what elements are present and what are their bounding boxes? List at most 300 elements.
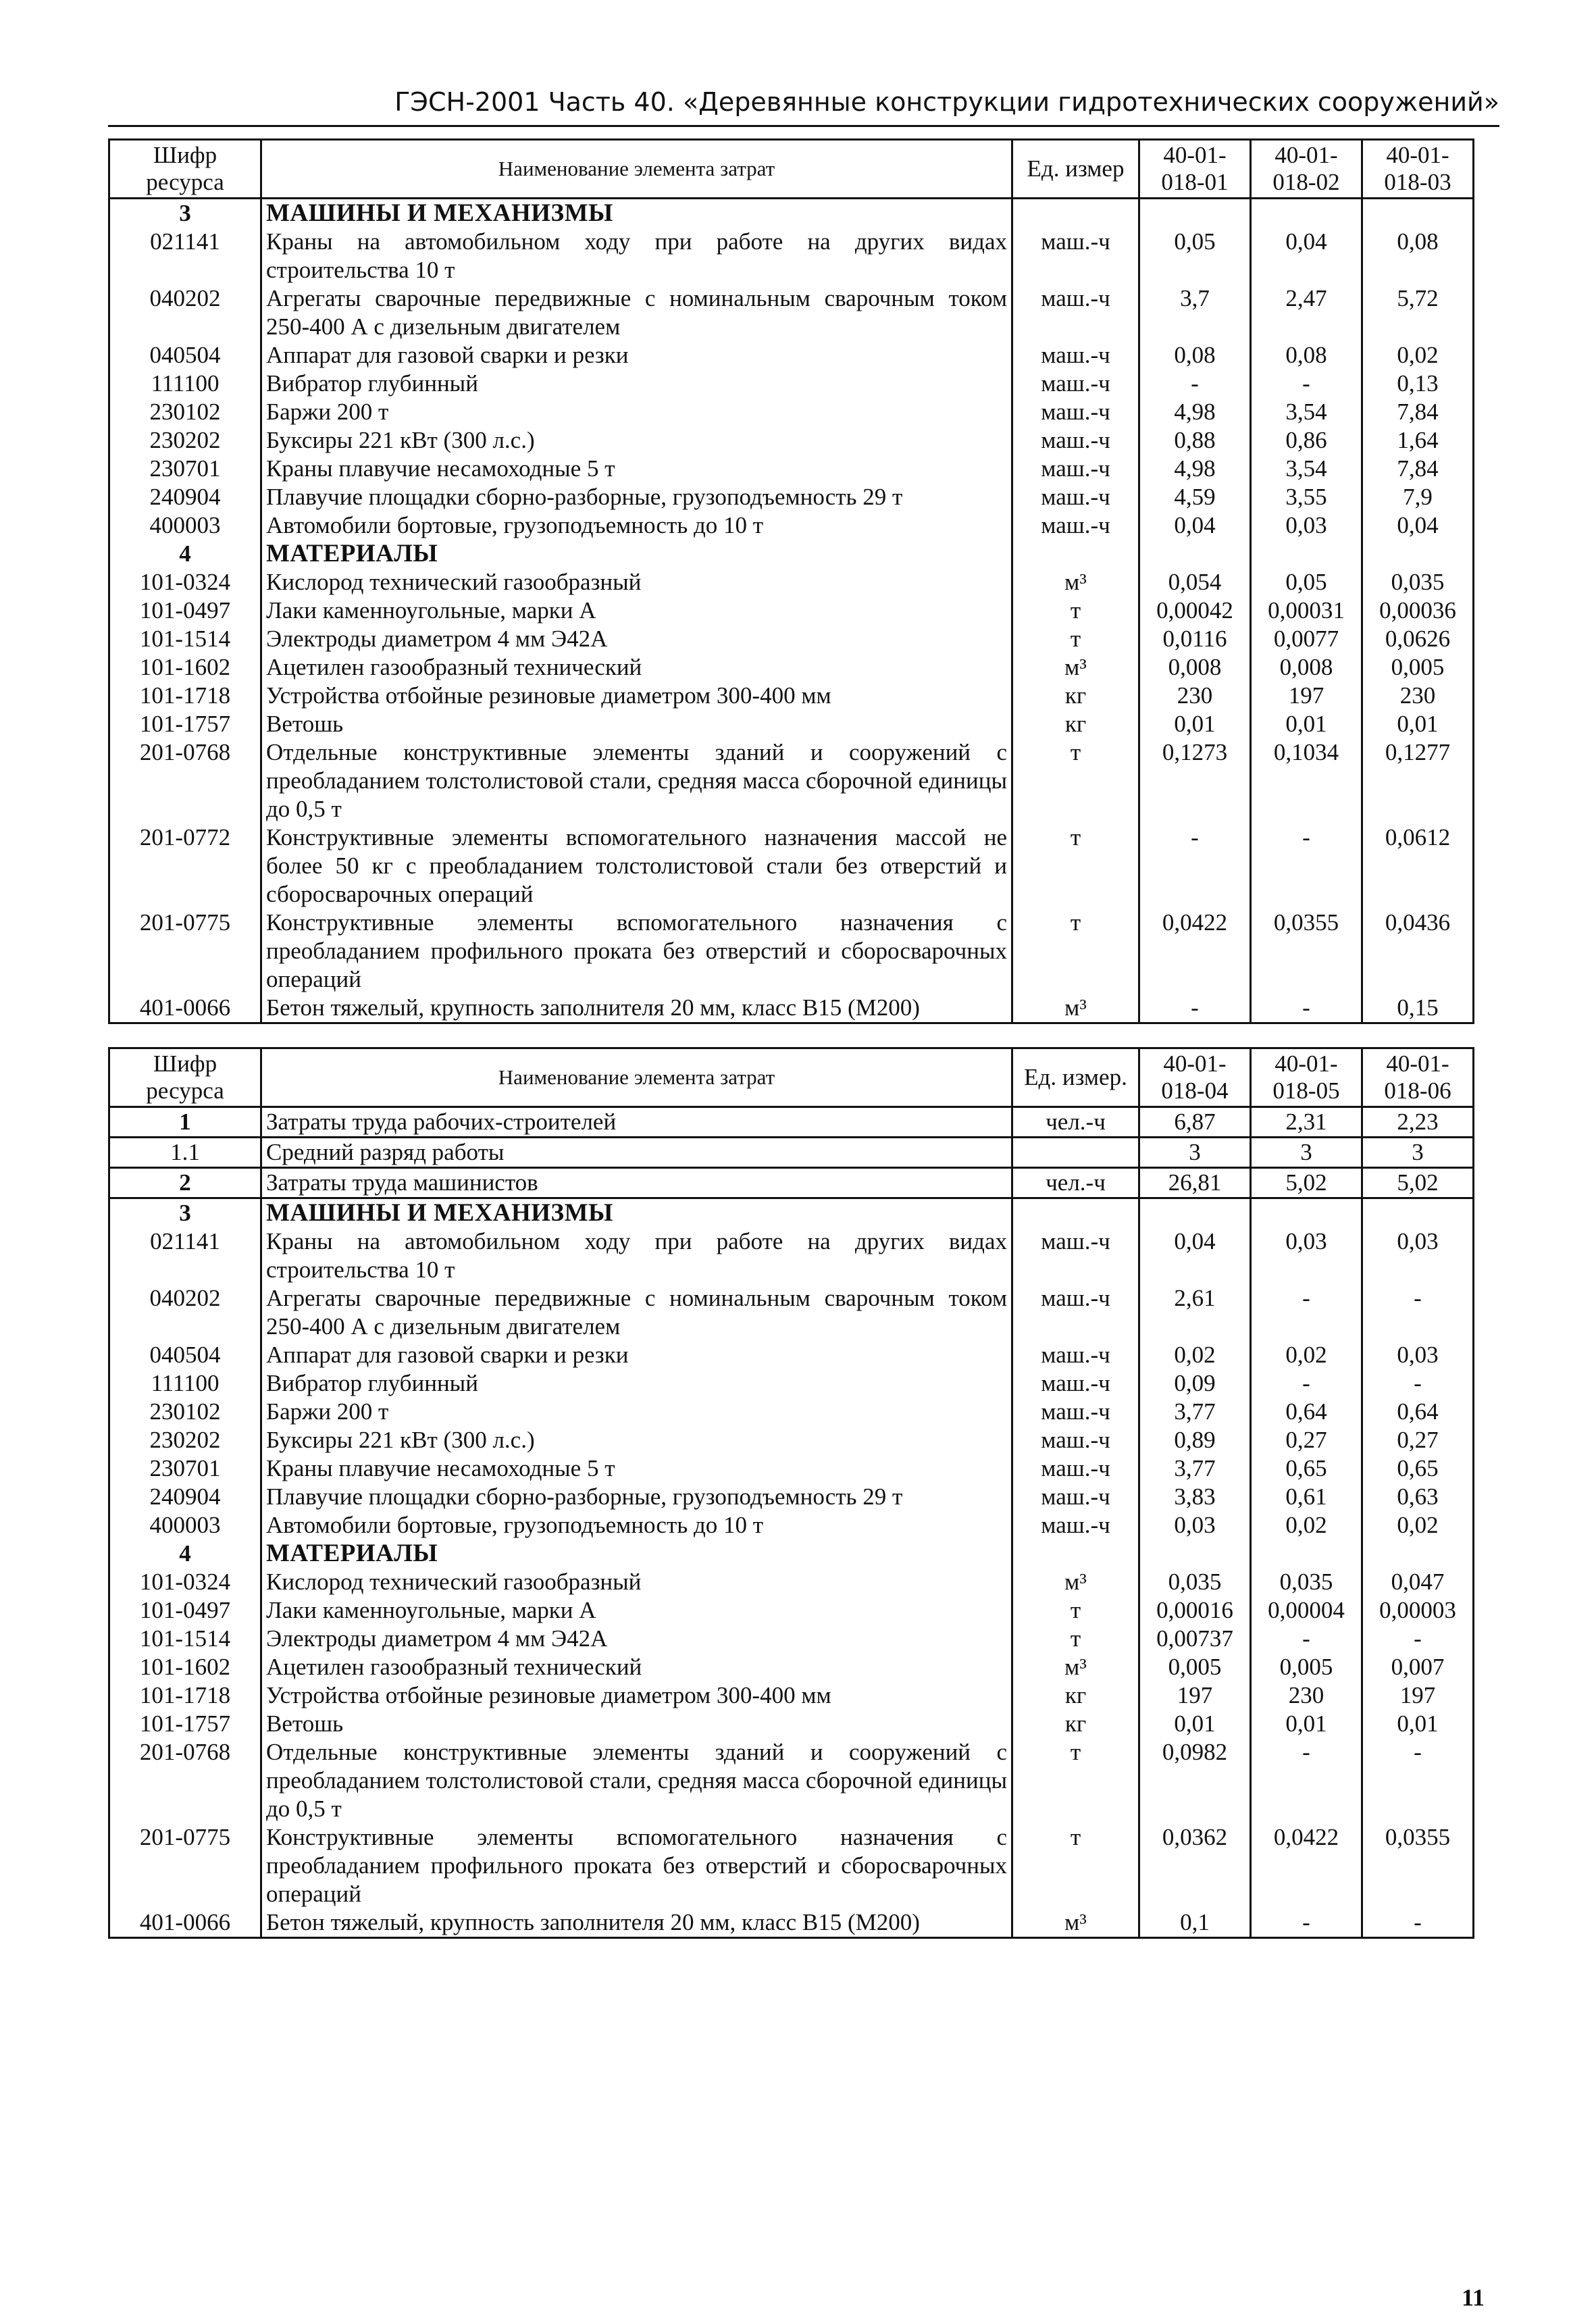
col-header-code: Шифр ресурса — [109, 140, 261, 199]
table-row — [109, 909, 1474, 994]
norm-value-cell: 3 — [1139, 1138, 1251, 1168]
unit-cell: маш.-ч — [1012, 1454, 1139, 1483]
norm-value-cell: - — [1362, 1625, 1474, 1653]
resource-name-cell: Автомобили бортовые, грузоподъемность до 10 т — [261, 1511, 1012, 1540]
resource-name-cell: МАТЕРИАЛЫ — [261, 1540, 1012, 1568]
norm-value-cell — [1251, 540, 1362, 568]
resource-code-cell: 201-0772 — [109, 823, 261, 909]
norm-value-cell: - — [1251, 1738, 1362, 1823]
unit-cell — [1012, 199, 1139, 228]
table-row — [109, 1483, 1474, 1511]
norm-value-cell: 6,87 — [1139, 1107, 1251, 1138]
section-row — [109, 1540, 1474, 1568]
norm-value-cell: 0,01 — [1139, 1710, 1251, 1738]
resource-name-cell: Электроды диаметром 4 мм Э42А — [261, 1625, 1012, 1653]
resource-code-cell: 2 — [109, 1168, 261, 1198]
norm-value-cell: 0,0626 — [1362, 625, 1474, 653]
resource-name-cell: Плавучие площадки сборно-разборные, грузоподъемность 29 т — [261, 1483, 1012, 1511]
norm-value-cell: 0,0362 — [1139, 1823, 1251, 1908]
norm-value-cell: - — [1251, 994, 1362, 1023]
header-rule — [108, 125, 1499, 127]
resource-code-cell: 101-1514 — [109, 625, 261, 653]
norm-value-cell: 0,008 — [1251, 653, 1362, 682]
norm-value-cell: 0,1273 — [1139, 738, 1251, 823]
resource-code-cell: 4 — [109, 1540, 261, 1568]
norm-value-cell: 0,007 — [1362, 1653, 1474, 1681]
norm-value-cell: 0,1 — [1139, 1908, 1251, 1938]
resource-code-cell: 400003 — [109, 511, 261, 540]
norm-value-cell: 3,83 — [1139, 1483, 1251, 1511]
resource-name-cell: Ветошь — [261, 710, 1012, 738]
resource-code-cell: 1 — [109, 1107, 261, 1138]
table-row — [109, 398, 1474, 426]
resource-name-cell: Электроды диаметром 4 мм Э42А — [261, 625, 1012, 653]
norm-value-cell: 0,04 — [1139, 511, 1251, 540]
norm-value-cell: 7,9 — [1362, 483, 1474, 511]
norm-value-cell: - — [1362, 1908, 1474, 1938]
norm-value-cell — [1139, 1198, 1251, 1228]
norm-value-cell: 0,00042 — [1139, 596, 1251, 625]
unit-cell — [1012, 1540, 1139, 1568]
table-row — [109, 1426, 1474, 1454]
norm-value-cell: 0,15 — [1362, 994, 1474, 1023]
table-row — [109, 1138, 1474, 1168]
unit-cell: кг — [1012, 710, 1139, 738]
resource-name-cell: Бетон тяжелый, крупность заполнителя 20 мм, класс В15 (М200) — [261, 1908, 1012, 1938]
norm-value-cell — [1251, 1198, 1362, 1228]
table-row — [109, 682, 1474, 710]
resource-code-cell: 4 — [109, 540, 261, 568]
table-row — [109, 1341, 1474, 1369]
unit-cell — [1012, 540, 1139, 568]
table-row — [109, 1908, 1474, 1938]
norm-value-cell: 0,02 — [1362, 341, 1474, 370]
resource-code-cell: 401-0066 — [109, 994, 261, 1023]
norm-value-cell: 230 — [1362, 682, 1474, 710]
resource-code-cell: 101-1757 — [109, 710, 261, 738]
resource-code-cell: 230202 — [109, 1426, 261, 1454]
unit-cell: т — [1012, 1738, 1139, 1823]
norm-value-cell: 0,65 — [1251, 1454, 1362, 1483]
norm-value-cell: 0,05 — [1139, 228, 1251, 284]
resource-code-cell: 1.1 — [109, 1138, 261, 1168]
unit-cell: т — [1012, 625, 1139, 653]
table-row — [109, 370, 1474, 398]
unit-cell: маш.-ч — [1012, 1227, 1139, 1284]
resource-name-cell: Ацетилен газообразный технический — [261, 653, 1012, 682]
norm-value-cell: 0,13 — [1362, 370, 1474, 398]
norm-value-cell: 0,03 — [1251, 511, 1362, 540]
norm-value-cell: 0,0355 — [1251, 909, 1362, 994]
resource-code-cell: 230202 — [109, 426, 261, 455]
norm-value-cell: 2,31 — [1251, 1107, 1362, 1138]
resource-code-cell: 040202 — [109, 284, 261, 341]
norm-value-cell: 3,77 — [1139, 1398, 1251, 1426]
resource-name-cell: Вибратор глубинный — [261, 1369, 1012, 1398]
table-row — [109, 1398, 1474, 1426]
norm-value-cell: 0,00036 — [1362, 596, 1474, 625]
norm-value-cell — [1139, 1540, 1251, 1568]
table-row — [109, 1369, 1474, 1398]
norm-value-cell: 0,01 — [1251, 1710, 1362, 1738]
norm-value-cell — [1362, 199, 1474, 228]
unit-cell: маш.-ч — [1012, 1398, 1139, 1426]
unit-cell: маш.-ч — [1012, 398, 1139, 426]
norm-value-cell: 0,1034 — [1251, 738, 1362, 823]
table-row — [109, 1596, 1474, 1625]
table-row — [109, 738, 1474, 823]
resource-name-cell: Агрегаты сварочные передвижные с номинальным сварочным током 250-400 А с дизельным двигателем — [261, 284, 1012, 341]
norm-value-cell: 26,81 — [1139, 1168, 1251, 1198]
resource-name-cell: Краны на автомобильном ходу при работе на других видах строительства 10 т — [261, 228, 1012, 284]
table-row — [109, 823, 1474, 909]
norm-value-cell: 0,03 — [1139, 1511, 1251, 1540]
norm-value-cell: 0,00031 — [1251, 596, 1362, 625]
norm-value-cell: 0,27 — [1251, 1426, 1362, 1454]
resource-name-cell: Краны на автомобильном ходу при работе на других видах строительства 10 т — [261, 1227, 1012, 1284]
resource-name-cell: Агрегаты сварочные передвижные с номинальным сварочным током 250-400 А с дизельным двигателем — [261, 1284, 1012, 1341]
norm-value-cell: - — [1139, 994, 1251, 1023]
norm-value-cell: 0,0422 — [1251, 1823, 1362, 1908]
norm-value-cell: - — [1251, 1369, 1362, 1398]
resource-code-cell: 201-0768 — [109, 1738, 261, 1823]
norm-value-cell: 0,27 — [1362, 1426, 1474, 1454]
col-header-code: Шифр ресурса — [109, 1048, 261, 1107]
unit-cell: кг — [1012, 1710, 1139, 1738]
norm-value-cell: 0,00003 — [1362, 1596, 1474, 1625]
norm-value-cell: 4,98 — [1139, 455, 1251, 483]
resource-code-cell: 040202 — [109, 1284, 261, 1341]
resource-code-cell: 021141 — [109, 1227, 261, 1284]
resource-code-cell: 101-1602 — [109, 653, 261, 682]
resource-code-cell: 400003 — [109, 1511, 261, 1540]
resource-code-cell: 101-0497 — [109, 596, 261, 625]
table-row — [109, 455, 1474, 483]
resource-code-cell: 101-1718 — [109, 682, 261, 710]
unit-cell: м³ — [1012, 1908, 1139, 1938]
resource-code-cell: 3 — [109, 1198, 261, 1228]
unit-cell — [1012, 1138, 1139, 1168]
norm-value-cell: 0,0355 — [1362, 1823, 1474, 1908]
norm-value-cell: 0,01 — [1362, 1710, 1474, 1738]
norm-value-cell: 197 — [1362, 1681, 1474, 1710]
resource-code-cell: 101-1602 — [109, 1653, 261, 1681]
norm-value-cell: 0,02 — [1251, 1511, 1362, 1540]
resource-name-cell: МАТЕРИАЛЫ — [261, 540, 1012, 568]
resource-name-cell: Кислород технический газообразный — [261, 1568, 1012, 1596]
norm-value-cell: 0,64 — [1362, 1398, 1474, 1426]
table-row — [109, 596, 1474, 625]
resource-table-1 — [108, 138, 1474, 1024]
norm-value-cell: 5,72 — [1362, 284, 1474, 341]
norm-value-cell: 197 — [1139, 1681, 1251, 1710]
norm-value-cell: 0,02 — [1251, 1341, 1362, 1369]
norm-value-cell: 3,54 — [1251, 455, 1362, 483]
table-row — [109, 1738, 1474, 1823]
table-row — [109, 710, 1474, 738]
resource-name-cell: Краны плавучие несамоходные 5 т — [261, 1454, 1012, 1483]
table-row — [109, 341, 1474, 370]
resource-code-cell: 111100 — [109, 370, 261, 398]
norm-value-cell: 0,005 — [1251, 1653, 1362, 1681]
col-header-norm-3: 40-01-018-03 — [1362, 140, 1474, 199]
unit-cell: м³ — [1012, 994, 1139, 1023]
norm-value-cell: 7,84 — [1362, 398, 1474, 426]
norm-value-cell: 3,55 — [1251, 483, 1362, 511]
unit-cell: м³ — [1012, 1568, 1139, 1596]
unit-cell: маш.-ч — [1012, 426, 1139, 455]
norm-value-cell: 197 — [1251, 682, 1362, 710]
norm-value-cell: 0,00737 — [1139, 1625, 1251, 1653]
resource-code-cell: 230102 — [109, 1398, 261, 1426]
resource-name-cell: Отдельные конструктивные элементы зданий и сооружений с преобладанием толстолистовой стали, средняя масса сборочной единицы до 0,5 т — [261, 738, 1012, 823]
norm-value-cell: 5,02 — [1362, 1168, 1474, 1198]
norm-value-cell: 0,04 — [1251, 228, 1362, 284]
norm-value-cell: - — [1362, 1369, 1474, 1398]
table-row — [109, 653, 1474, 682]
resource-name-cell: Конструктивные элементы вспомогательного назначения с преобладанием профильного проката без отверстий и сборосварочных операций — [261, 909, 1012, 994]
table-row — [109, 1454, 1474, 1483]
resource-name-cell: МАШИНЫ И МЕХАНИЗМЫ — [261, 1198, 1012, 1228]
table-body-1 — [109, 199, 1474, 1023]
resource-name-cell: Плавучие площадки сборно-разборные, грузоподъемность 29 т — [261, 483, 1012, 511]
norm-value-cell: 3 — [1251, 1138, 1362, 1168]
norm-value-cell — [1251, 1540, 1362, 1568]
norm-value-cell: 0,03 — [1362, 1227, 1474, 1284]
col-header-norm-5: 40-01-018-05 — [1251, 1048, 1362, 1107]
norm-value-cell: 0,054 — [1139, 568, 1251, 596]
norm-value-cell: 0,03 — [1251, 1227, 1362, 1284]
table-row — [109, 1168, 1474, 1198]
norm-value-cell: - — [1251, 1625, 1362, 1653]
table-row — [109, 1823, 1474, 1908]
unit-cell: маш.-ч — [1012, 284, 1139, 341]
resource-name-cell: Конструктивные элементы вспомогательного назначения с преобладанием профильного проката без отверстий и сборосварочных операций — [261, 1823, 1012, 1908]
norm-value-cell: 0,02 — [1139, 1341, 1251, 1369]
norm-value-cell: 0,0077 — [1251, 625, 1362, 653]
norm-value-cell: 1,64 — [1362, 426, 1474, 455]
resource-code-cell: 101-1718 — [109, 1681, 261, 1710]
unit-cell: м³ — [1012, 653, 1139, 682]
table-row — [109, 568, 1474, 596]
unit-cell: чел.-ч — [1012, 1107, 1139, 1138]
norm-value-cell: 0,05 — [1251, 568, 1362, 596]
unit-cell: маш.-ч — [1012, 511, 1139, 540]
norm-value-cell: 0,035 — [1251, 1568, 1362, 1596]
unit-cell: кг — [1012, 1681, 1139, 1710]
table-body-2 — [109, 1107, 1474, 1938]
resource-code-cell: 240904 — [109, 483, 261, 511]
norm-value-cell: 0,08 — [1251, 341, 1362, 370]
table-row — [109, 511, 1474, 540]
norm-value-cell: - — [1362, 1284, 1474, 1341]
resource-code-cell: 101-1757 — [109, 1710, 261, 1738]
norm-value-cell — [1362, 1198, 1474, 1228]
resource-name-cell: Устройства отбойные резиновые диаметром 300-400 мм — [261, 682, 1012, 710]
norm-value-cell: 0,01 — [1362, 710, 1474, 738]
table-row — [109, 1284, 1474, 1341]
norm-value-cell: 0,01 — [1139, 710, 1251, 738]
resource-name-cell: Лаки каменноугольные, марки А — [261, 596, 1012, 625]
table-row — [109, 228, 1474, 284]
resource-code-cell: 240904 — [109, 1483, 261, 1511]
resource-name-cell: Ацетилен газообразный технический — [261, 1653, 1012, 1681]
resource-name-cell: Баржи 200 т — [261, 398, 1012, 426]
table-row — [109, 625, 1474, 653]
norm-value-cell: 0,08 — [1362, 228, 1474, 284]
unit-cell: чел.-ч — [1012, 1168, 1139, 1198]
unit-cell: маш.-ч — [1012, 1426, 1139, 1454]
resource-name-cell: Буксиры 221 кВт (300 л.с.) — [261, 1426, 1012, 1454]
resource-code-cell: 230701 — [109, 455, 261, 483]
col-header-norm-2: 40-01-018-02 — [1251, 140, 1362, 199]
table-header-row — [109, 1048, 1474, 1107]
unit-cell: маш.-ч — [1012, 228, 1139, 284]
col-header-norm-1: 40-01-018-01 — [1139, 140, 1251, 199]
norm-value-cell: - — [1139, 370, 1251, 398]
norm-value-cell: 0,09 — [1139, 1369, 1251, 1398]
col-header-norm-6: 40-01-018-06 — [1362, 1048, 1474, 1107]
resource-name-cell: Конструктивные элементы вспомогательного назначения массой не более 50 кг с преобладанием толстолистовой стали без отверстий и сборосварочных операций — [261, 823, 1012, 909]
unit-cell: маш.-ч — [1012, 1369, 1139, 1398]
resource-name-cell: Отдельные конструктивные элементы зданий и сооружений с преобладанием толстолистовой стали, средняя масса сборочной единицы до 0,5 т — [261, 1738, 1012, 1823]
resource-name-cell: Автомобили бортовые, грузоподъемность до 10 т — [261, 511, 1012, 540]
resource-name-cell: Вибратор глубинный — [261, 370, 1012, 398]
resource-code-cell: 230102 — [109, 398, 261, 426]
norm-value-cell: 4,59 — [1139, 483, 1251, 511]
norm-value-cell: 2,47 — [1251, 284, 1362, 341]
table-row — [109, 1653, 1474, 1681]
norm-value-cell — [1362, 1540, 1474, 1568]
resource-table-2 — [108, 1047, 1474, 1939]
col-header-name: Наименование элемента затрат — [261, 140, 1012, 199]
unit-cell: т — [1012, 738, 1139, 823]
norm-value-cell: 230 — [1139, 682, 1251, 710]
norm-value-cell: 2,61 — [1139, 1284, 1251, 1341]
norm-value-cell: 0,00004 — [1251, 1596, 1362, 1625]
norm-value-cell: 0,02 — [1362, 1511, 1474, 1540]
norm-value-cell: 0,01 — [1251, 710, 1362, 738]
norm-value-cell: 0,03 — [1362, 1341, 1474, 1369]
norm-value-cell — [1139, 199, 1251, 228]
resource-name-cell: Аппарат для газовой сварки и резки — [261, 1341, 1012, 1369]
resource-code-cell: 201-0768 — [109, 738, 261, 823]
resource-name-cell: Краны плавучие несамоходные 5 т — [261, 455, 1012, 483]
resource-code-cell: 401-0066 — [109, 1908, 261, 1938]
table-row — [109, 1227, 1474, 1284]
norm-value-cell: 7,84 — [1362, 455, 1474, 483]
table-row — [109, 1568, 1474, 1596]
resource-name-cell: Бетон тяжелый, крупность заполнителя 20 мм, класс В15 (М200) — [261, 994, 1012, 1023]
resource-code-cell: 101-1514 — [109, 1625, 261, 1653]
norm-value-cell: - — [1251, 1284, 1362, 1341]
norm-value-cell: 0,86 — [1251, 426, 1362, 455]
resource-code-cell: 021141 — [109, 228, 261, 284]
resource-name-cell: Аппарат для газовой сварки и резки — [261, 341, 1012, 370]
resource-code-cell: 101-0497 — [109, 1596, 261, 1625]
norm-value-cell — [1251, 199, 1362, 228]
norm-value-cell: 0,61 — [1251, 1483, 1362, 1511]
table-header-row — [109, 140, 1474, 199]
section-row — [109, 540, 1474, 568]
unit-cell: маш.-ч — [1012, 1483, 1139, 1511]
norm-value-cell: 0,89 — [1139, 1426, 1251, 1454]
resource-name-cell: Затраты труда машинистов — [261, 1168, 1012, 1198]
table-row — [109, 1107, 1474, 1138]
table-row — [109, 1681, 1474, 1710]
unit-cell: т — [1012, 1596, 1139, 1625]
norm-value-cell: 0,035 — [1362, 568, 1474, 596]
col-header-unit: Ед. измер — [1012, 140, 1139, 199]
table-row — [109, 483, 1474, 511]
col-header-name: Наименование элемента затрат — [261, 1048, 1012, 1107]
unit-cell: маш.-ч — [1012, 370, 1139, 398]
resource-code-cell: 201-0775 — [109, 1823, 261, 1908]
norm-value-cell: 0,0116 — [1139, 625, 1251, 653]
norm-value-cell: 0,88 — [1139, 426, 1251, 455]
norm-value-cell: 0,0422 — [1139, 909, 1251, 994]
table-row — [109, 994, 1474, 1023]
norm-value-cell: 0,00016 — [1139, 1596, 1251, 1625]
resource-code-cell: 040504 — [109, 341, 261, 370]
norm-value-cell: 3 — [1362, 1138, 1474, 1168]
table-row — [109, 284, 1474, 341]
resource-name-cell: Ветошь — [261, 1710, 1012, 1738]
unit-cell: т — [1012, 596, 1139, 625]
unit-cell: маш.-ч — [1012, 455, 1139, 483]
norm-value-cell: 5,02 — [1251, 1168, 1362, 1198]
norm-value-cell: 0,04 — [1362, 511, 1474, 540]
unit-cell: маш.-ч — [1012, 341, 1139, 370]
norm-value-cell: 0,008 — [1139, 653, 1251, 682]
unit-cell — [1012, 1198, 1139, 1228]
resource-name-cell: Кислород технический газообразный — [261, 568, 1012, 596]
norm-value-cell: 0,0436 — [1362, 909, 1474, 994]
unit-cell: т — [1012, 1625, 1139, 1653]
norm-value-cell: 3,77 — [1139, 1454, 1251, 1483]
page-header: ГЭСН-2001 Часть 40. «Деревянные конструкции гидротехнических сооружений» — [394, 87, 1499, 117]
norm-value-cell: - — [1251, 1908, 1362, 1938]
resource-code-cell: 040504 — [109, 1341, 261, 1369]
resource-code-cell: 230701 — [109, 1454, 261, 1483]
resource-name-cell: Буксиры 221 кВт (300 л.с.) — [261, 426, 1012, 455]
norm-value-cell: - — [1251, 370, 1362, 398]
norm-value-cell: 0,035 — [1139, 1568, 1251, 1596]
norm-value-cell: 0,63 — [1362, 1483, 1474, 1511]
resource-name-cell: Средний разряд работы — [261, 1138, 1012, 1168]
resource-name-cell: Баржи 200 т — [261, 1398, 1012, 1426]
unit-cell: т — [1012, 823, 1139, 909]
table-row — [109, 1625, 1474, 1653]
norm-value-cell: 0,65 — [1362, 1454, 1474, 1483]
resource-name-cell: Лаки каменноугольные, марки А — [261, 1596, 1012, 1625]
resource-name-cell: Затраты труда рабочих-строителей — [261, 1107, 1012, 1138]
unit-cell: маш.-ч — [1012, 1341, 1139, 1369]
norm-value-cell: 0,0982 — [1139, 1738, 1251, 1823]
norm-value-cell: 0,047 — [1362, 1568, 1474, 1596]
unit-cell: маш.-ч — [1012, 1284, 1139, 1341]
norm-value-cell: 3,7 — [1139, 284, 1251, 341]
norm-value-cell: 4,98 — [1139, 398, 1251, 426]
unit-cell: м³ — [1012, 568, 1139, 596]
norm-value-cell: 0,005 — [1139, 1653, 1251, 1681]
resource-name-cell: МАШИНЫ И МЕХАНИЗМЫ — [261, 199, 1012, 228]
norm-value-cell: 0,1277 — [1362, 738, 1474, 823]
resource-code-cell: 201-0775 — [109, 909, 261, 994]
norm-value-cell: 3,54 — [1251, 398, 1362, 426]
unit-cell: кг — [1012, 682, 1139, 710]
norm-value-cell: - — [1139, 823, 1251, 909]
